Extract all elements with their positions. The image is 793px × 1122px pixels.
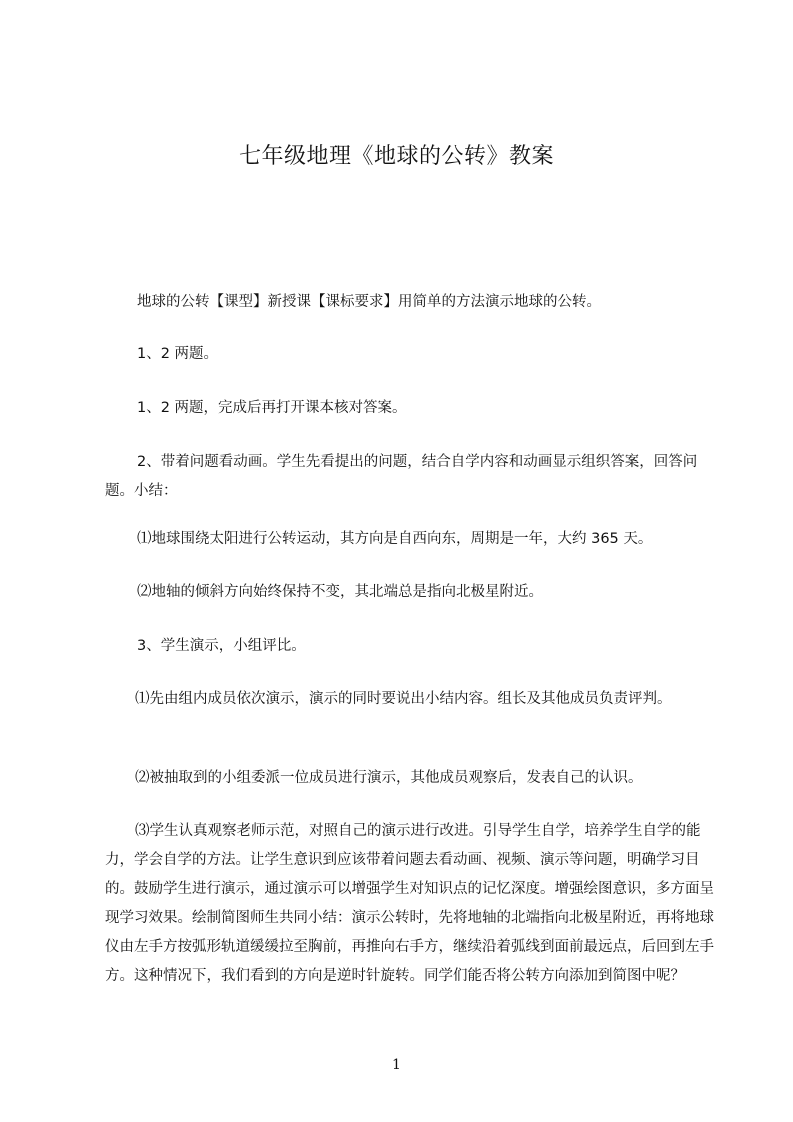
paragraph-summary-2: ⑵地轴的倾斜方向始终保持不变，其北端总是指向北极星附近。	[137, 584, 543, 600]
paragraph-step-2: 2、带着问题看动画。学生先看提出的问题，结合自学内容和动画显示组织答案，回答问题。小结：	[105, 454, 698, 499]
page-number: 1	[392, 1057, 401, 1073]
paragraph-summary-1: ⑴地球围绕太阳进行公转运动，其方向是自西向东，周期是一年，大约 365 天。	[137, 531, 653, 547]
paragraph-item-2: 1、2 两题，完成后再打开课本核对答案。	[137, 400, 407, 416]
document-title: 七年级地理《地球的公转》教案	[238, 144, 554, 169]
paragraph-demo-3: ⑶学生认真观察老师示范，对照自己的演示进行改进。引导学生自学，培养学生自学的能力，学会自学的方法。让学生意识到应该带着问题去看动画、视频、演示等问题，明确学习目的。鼓励学生进行演示，通过演示可以增强学生对知识点的记忆深度。增强绘图意识，多方面呈现学习效果。绘制简图师生共同小结：演示公转时，先将地轴的北端指向北极星附近，再将地球仪由左手方按弧形轨道缓缓拉至胸前，再推向右手方，继续沿着弧线到面前最远点，后回到左手方。这种情况下，我们看到的方向是逆时针旋转。同学们能否将公转方向添加到简图中呢？	[105, 823, 714, 984]
paragraph-demo-1: ⑴先由组内成员依次演示，演示的同时要说出小结内容。组长及其他成员负责评判。	[135, 691, 672, 707]
paragraph-step-3: 3、学生演示，小组评比。	[137, 638, 306, 654]
paragraph-demo-2: ⑵被抽取到的小组委派一位成员进行演示，其他成员观察后，发表自己的认识。	[135, 770, 643, 786]
paragraph-item-1: 1、2 两题。	[137, 346, 219, 362]
paragraph-intro: 地球的公转【课型】新授课【课标要求】用简单的方法演示地球的公转。	[137, 294, 601, 310]
